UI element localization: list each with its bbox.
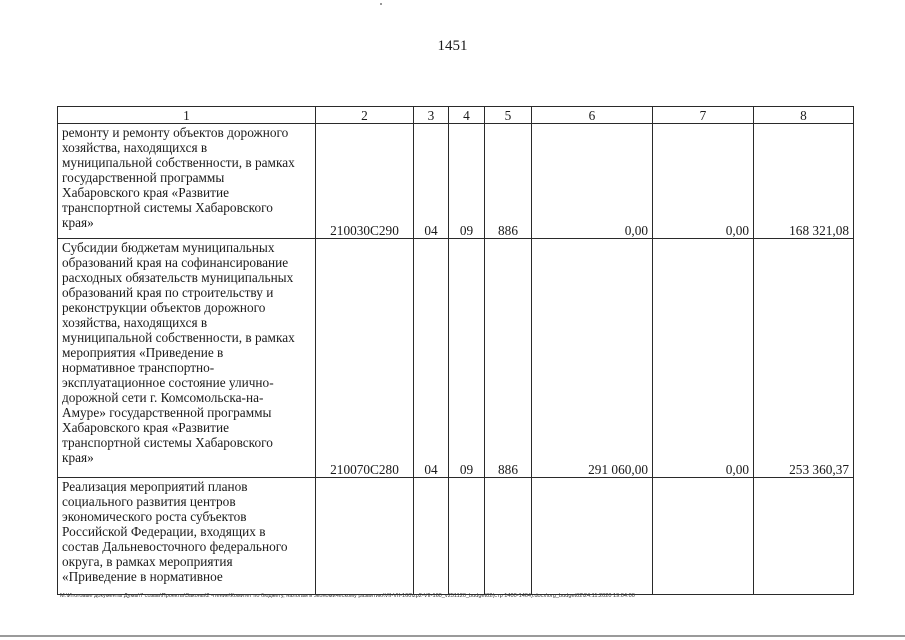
row-code: 210030С290	[316, 124, 414, 239]
description-line: края»	[62, 215, 94, 230]
description-line: ремонту и ремонту объектов дорожного	[62, 125, 289, 140]
row-amount-7: 0,00	[653, 124, 754, 239]
description-line: Российской Федерации, входящих в	[62, 524, 266, 539]
description-line: «Приведение в нормативное	[62, 569, 223, 584]
row-amount-6	[532, 478, 653, 595]
description-line: состав Дальневосточного федерального	[62, 539, 288, 554]
description-line: Реализация мероприятий планов	[62, 479, 248, 494]
column-header: 1	[58, 107, 316, 124]
description-line: Хабаровского края «Развитие	[62, 185, 229, 200]
row-subsection: 09	[449, 124, 485, 239]
description-line: транспортной системы Хабаровского	[62, 200, 273, 215]
scan-dot	[380, 3, 382, 5]
description-line: реконструкции объектов дорожного	[62, 300, 266, 315]
row-expense-type: 886	[485, 239, 532, 478]
column-header: 3	[414, 107, 449, 124]
description-line: нормативное транспортно-	[62, 360, 215, 375]
row-amount-8	[754, 478, 854, 595]
column-header: 2	[316, 107, 414, 124]
column-header: 8	[754, 107, 854, 124]
description-line: эксплуатационное состояние улично-	[62, 375, 274, 390]
column-header: 6	[532, 107, 653, 124]
description-line: хозяйства, находящихся в	[62, 140, 208, 155]
row-description	[58, 124, 316, 239]
row-amount-6: 291 060,00	[532, 239, 653, 478]
row-description	[58, 239, 316, 478]
description-line: края»	[62, 450, 94, 465]
page-number: 1451	[437, 38, 468, 54]
row-amount-7	[653, 478, 754, 595]
row-code: 210070С280	[316, 239, 414, 478]
row-section: 04	[414, 124, 449, 239]
column-header: 5	[485, 107, 532, 124]
description-line: образований края на софинансирование	[62, 255, 289, 270]
description-line: хозяйства, находящихся в	[62, 315, 208, 330]
table-row	[58, 478, 854, 595]
description-line: расходных обязательств муниципальных	[62, 270, 294, 285]
description-line: дорожной сети г. Комсомольска-на-	[62, 390, 264, 405]
description-line: образований края по строительству и	[62, 285, 274, 300]
description-line: государственной программы	[62, 170, 225, 185]
row-description	[58, 478, 316, 595]
row-amount-6: 0,00	[532, 124, 653, 239]
row-subsection: 09	[449, 239, 485, 478]
table-row	[58, 239, 854, 478]
table-header-row	[58, 107, 854, 124]
description-line: округа, в рамках мероприятия	[62, 554, 233, 569]
description-line: социального развития центров	[62, 494, 236, 509]
footer-file-path: M:\Итоговые документы Думы\7 созыв\Проекты\Законы\2 чтение\Комитет по бюджету, налогам и экономическому развитию\VII-VII-160\zp2-VII-160_v251120_budget02(стр 1400-1464).docx\org_budget02\24.11.2020 19:04:00	[60, 593, 635, 599]
description-line: муниципальной собственности, в рамках	[62, 330, 295, 345]
column-header: 7	[653, 107, 754, 124]
scan-edge-line	[0, 635, 905, 637]
row-code	[316, 478, 414, 595]
budget-table	[57, 106, 854, 595]
column-header: 4	[449, 107, 485, 124]
row-amount-8: 168 321,08	[754, 124, 854, 239]
description-line: мероприятия «Приведение в	[62, 345, 224, 360]
row-section	[414, 478, 449, 595]
description-line: транспортной системы Хабаровского	[62, 435, 273, 450]
table-row	[58, 124, 854, 239]
row-expense-type: 886	[485, 124, 532, 239]
description-line: Хабаровского края «Развитие	[62, 420, 229, 435]
description-line: муниципальной собственности, в рамках	[62, 155, 295, 170]
description-line: экономического роста субъектов	[62, 509, 247, 524]
description-line: Амуре» государственной программы	[62, 405, 272, 420]
description-line: Субсидии бюджетам муниципальных	[62, 240, 275, 255]
row-amount-8: 253 360,37	[754, 239, 854, 478]
row-subsection	[449, 478, 485, 595]
row-section: 04	[414, 239, 449, 478]
row-expense-type	[485, 478, 532, 595]
row-amount-7: 0,00	[653, 239, 754, 478]
